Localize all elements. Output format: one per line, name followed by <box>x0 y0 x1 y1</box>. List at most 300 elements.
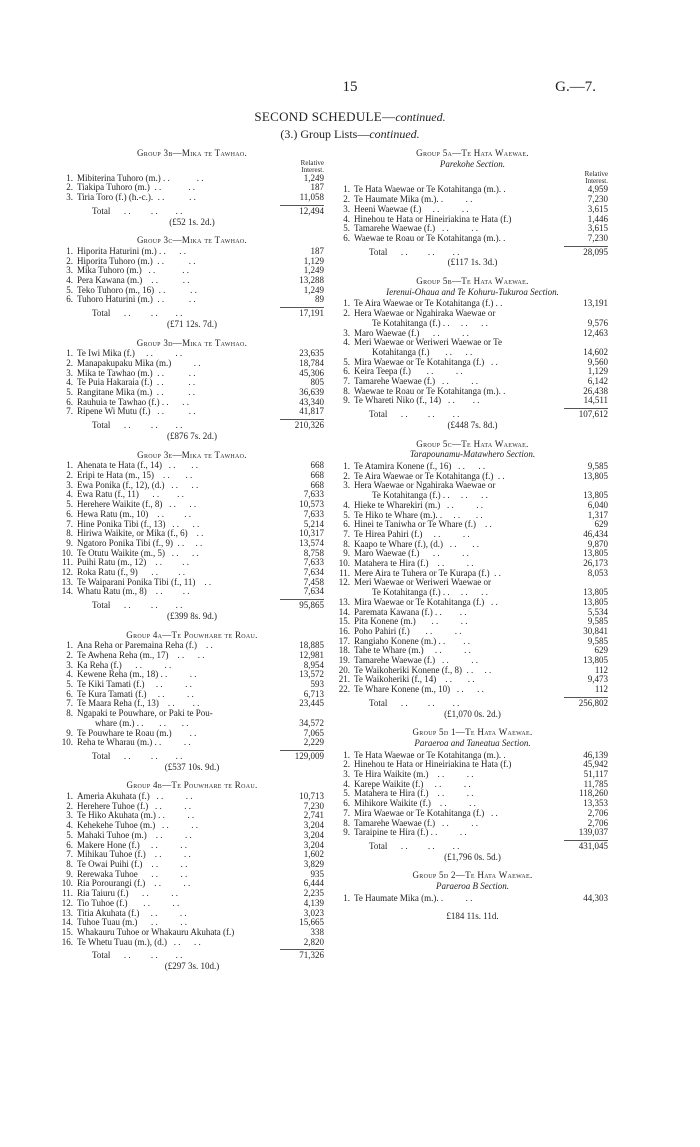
list-item <box>337 501 608 511</box>
item-name-text: Tamarehe Waewae (f.) <box>354 818 436 828</box>
item-value: 44,303 <box>583 892 608 903</box>
item-number: 1. <box>66 172 73 183</box>
total-label-wrap <box>60 951 279 961</box>
item-number: 5. <box>343 788 350 799</box>
item-name <box>350 578 563 588</box>
list-item <box>60 568 324 578</box>
list-item <box>60 928 324 938</box>
item-value: 9,585 <box>587 635 608 646</box>
item-value: 2,235 <box>303 888 324 899</box>
schedule-title-text: SECOND SCHEDULE— <box>254 109 396 124</box>
list-item <box>60 870 324 880</box>
item-leader-dots: . . <box>475 520 492 530</box>
item-value: 668 <box>310 469 324 480</box>
item-number: 4. <box>66 820 73 831</box>
item-name <box>350 367 563 377</box>
item-name <box>73 699 279 709</box>
item-value: 2,229 <box>303 737 324 748</box>
item-name <box>350 319 563 329</box>
item-name <box>73 558 279 568</box>
item-leader-dots: . . . . <box>166 937 201 947</box>
item-value: 13,805 <box>583 548 608 559</box>
item-name-text: Ameria Akuhata (f.) <box>77 792 150 802</box>
item-leader-dots: . . . . <box>441 396 480 406</box>
item-name-text: Rauhuia te Tawhao (f.) . . <box>77 397 169 407</box>
total-row <box>60 951 324 961</box>
item-value: 13,805 <box>583 470 608 481</box>
item-number: 3. <box>66 192 73 203</box>
list-item <box>337 578 608 588</box>
item-name-text: Te Awhena Reha (m., 17) <box>77 650 169 660</box>
item-leader-dots: . . . . <box>138 490 184 500</box>
item-number: 15. <box>61 926 73 937</box>
relative-interest-label-line1: Relative <box>584 170 608 179</box>
list-item <box>337 809 608 819</box>
item-name <box>350 760 563 770</box>
list-item <box>60 183 324 193</box>
item-name-text: Ewa Ratu (f., 11) <box>77 490 139 500</box>
total-leader-dots: . . . . . . <box>110 205 183 216</box>
item-name-text: Te Atamira Konene (f., 16) <box>354 461 452 471</box>
group-section <box>60 149 324 227</box>
list-item <box>337 637 608 647</box>
item-name-text: Paremata Kawana (f.) . . <box>354 607 442 617</box>
item-value: 9,870 <box>587 538 608 549</box>
item-name-text: Te Kotahitanga (f.) . . <box>372 588 450 598</box>
total-value: 431,045 <box>578 841 608 851</box>
item-name-text: Te Hira Waikite (m.) <box>354 770 429 780</box>
list-item <box>337 205 608 215</box>
item-name <box>350 224 563 234</box>
item-value: 36,639 <box>299 387 324 398</box>
item-value: 139,037 <box>578 827 608 838</box>
list-item <box>337 559 608 569</box>
item-value: 112 <box>594 684 608 695</box>
item-name <box>73 690 279 700</box>
item-value: 7,065 <box>303 727 324 738</box>
group-title: Group 5c—Te Hata Waewae. <box>416 438 529 449</box>
item-leader-dots: . . . . <box>423 779 471 789</box>
item-leader-dots: . . . . <box>148 509 191 519</box>
item-number: 18. <box>338 645 350 656</box>
item-name-text: Mihikore Waikite (f.) <box>354 799 431 809</box>
item-number: 9. <box>66 537 73 548</box>
item-value: 10,573 <box>299 499 324 510</box>
item-leader-dots: . . . . <box>173 538 203 548</box>
item-leader-dots: . . . . <box>436 675 475 685</box>
group-section <box>337 277 608 431</box>
item-value: 338 <box>310 926 324 937</box>
right-column <box>337 149 608 930</box>
item-name <box>350 608 563 618</box>
item-name <box>73 909 279 919</box>
item-name <box>73 286 279 296</box>
list-item <box>60 359 324 369</box>
item-leader-dots: . . . . <box>449 588 488 598</box>
item-leader-dots: . . . . <box>164 480 199 490</box>
item-leader-dots: . . <box>187 529 204 539</box>
list-item <box>60 831 324 841</box>
item-number: 2. <box>66 357 73 368</box>
item-value: 23,445 <box>299 698 324 709</box>
list-item <box>337 760 608 770</box>
list-item <box>60 510 324 520</box>
group-section <box>337 149 608 268</box>
item-value: 13,572 <box>299 669 324 680</box>
item-leader-dots: . . <box>196 641 213 651</box>
item-name-text: Hieke te Wharekiri (m.) <box>354 500 441 510</box>
list-item <box>60 699 324 709</box>
item-name <box>73 193 279 203</box>
item-number: 7. <box>66 849 73 860</box>
item-number: 12. <box>338 577 350 588</box>
total-label-wrap <box>337 842 563 852</box>
item-number: 2. <box>66 649 73 660</box>
item-name-text: Kewene Reha (m., 18) . . <box>77 670 168 680</box>
total-label: Total <box>92 600 111 611</box>
item-name <box>350 819 563 829</box>
list-item <box>60 641 324 651</box>
list-item <box>60 257 324 267</box>
item-name-text: Maro Waewae (f.) <box>354 549 420 559</box>
item-name-text: Whakauru Tuhoe or Whakauru Akuhata (f.) <box>77 927 235 937</box>
item-name-text: Te Waiparani Ponika Tibi (f., 11) <box>77 577 196 587</box>
item-name <box>73 247 279 257</box>
item-leader-dots: . . . . <box>137 568 185 578</box>
item-number: 11. <box>339 567 350 578</box>
item-value: 13,574 <box>299 537 324 548</box>
item-name-text: Hinei te Taniwha or Te Whare (f.) <box>354 520 476 530</box>
item-number: 4. <box>343 499 350 510</box>
item-number: 9. <box>343 395 350 406</box>
item-number: 7. <box>66 518 73 529</box>
item-name-text: Te Haumate Mika (m.). . <box>354 893 444 903</box>
item-name <box>73 529 279 539</box>
item-name-text: Ngapaki te Pouwhare, or Paki te Pou- <box>77 709 213 719</box>
item-number: 1. <box>343 184 350 195</box>
item-number: 2. <box>66 469 73 480</box>
item-name-text: Mahaki Tuhoe (m.) <box>77 830 147 840</box>
item-leader-dots: . . . . <box>134 349 183 359</box>
item-leader-dots: . . <box>171 358 201 368</box>
item-name <box>73 709 279 719</box>
item-number: 14. <box>338 606 350 617</box>
total-money: (£297 3s. 10d.) <box>164 961 220 972</box>
item-value: 5,214 <box>303 518 324 529</box>
item-number: 9. <box>343 548 350 559</box>
total-leader-dots: . . . . . . <box>110 308 183 319</box>
total-money: (£399 8s. 9d.) <box>167 610 217 621</box>
item-value: 51,117 <box>583 769 608 780</box>
list-item <box>60 247 324 257</box>
item-number: 9. <box>343 827 350 838</box>
item-name-text: Te Aira Waewae or Te Kotahitanga (f.) . . <box>354 299 503 309</box>
list-item <box>337 472 608 482</box>
list-item <box>337 319 608 329</box>
item-leader-dots: . . . . <box>422 529 470 539</box>
item-name <box>73 831 279 841</box>
item-name-text: Makere Hone (f.) <box>77 840 140 850</box>
list-item <box>60 792 324 802</box>
item-value: 7,230 <box>303 800 324 811</box>
item-name-text: Matahera te Hira (f.) <box>354 789 429 799</box>
list-item <box>60 558 324 568</box>
item-number: 2. <box>66 182 73 193</box>
item-name <box>73 378 279 388</box>
item-name-text: Te Hata Waewae or Te Kotahitanga (m.). . <box>354 750 506 760</box>
item-value: 1,446 <box>587 213 608 224</box>
item-name-text: Tahe te Whare (m.) <box>354 646 424 656</box>
list-item <box>337 646 608 656</box>
item-name-text: Tuhoro Haturini (m.) <box>77 295 153 305</box>
item-number: 4. <box>66 489 73 500</box>
item-leader-dots: . . . . <box>152 388 195 398</box>
item-leader-dots: . . <box>489 568 501 578</box>
item-number: 4. <box>66 275 73 286</box>
item-leader-dots: . . . . <box>430 799 476 809</box>
item-number: 9. <box>66 868 73 879</box>
item-leader-dots: . . <box>484 808 498 818</box>
item-name <box>73 388 279 398</box>
item-name <box>350 666 563 676</box>
total-label: Total <box>369 841 388 851</box>
item-value: 46,139 <box>583 749 608 760</box>
total-money: (£71 12s. 7d.) <box>167 318 217 329</box>
total-value: 17,191 <box>299 308 324 319</box>
total-value: 129,009 <box>294 750 324 761</box>
item-number: 6. <box>66 396 73 407</box>
item-number: 10. <box>61 878 73 889</box>
item-name <box>350 627 563 637</box>
item-name <box>73 359 279 369</box>
item-leader-dots: . . <box>443 195 473 205</box>
item-name <box>350 215 563 225</box>
list-item <box>337 348 608 358</box>
item-value: 7,633 <box>303 489 324 500</box>
item-number: 2. <box>66 255 73 266</box>
item-number: 4. <box>343 337 350 348</box>
item-name <box>73 661 279 671</box>
total-row <box>337 842 608 852</box>
item-leader-dots: . . . . <box>428 789 474 799</box>
item-name <box>350 472 563 482</box>
item-leader-dots: . . <box>164 811 195 821</box>
list-item <box>60 286 324 296</box>
item-value: 13,191 <box>583 298 608 309</box>
item-number: 10. <box>61 547 73 558</box>
item-value: 668 <box>310 479 324 490</box>
group-title: Group 3c—Mika te Tawhao. <box>136 235 248 246</box>
item-value: 2,820 <box>303 936 324 947</box>
item-name-text: Ria Porourangi (f.) <box>77 879 146 889</box>
item-value: 30,841 <box>583 625 608 636</box>
item-number: 3. <box>343 327 350 338</box>
total-money: (£876 7s. 2d.) <box>167 430 217 441</box>
item-name <box>350 780 563 790</box>
left-column <box>60 149 324 981</box>
item-value: 1,129 <box>587 366 608 377</box>
item-name-text: Ria Taiuru (f.) <box>77 889 129 899</box>
list-item <box>337 770 608 780</box>
item-name <box>73 369 279 379</box>
item-name <box>73 587 279 597</box>
item-name-text: Meri Waewae or Weriweri Waewae or Te <box>354 338 502 348</box>
item-number: 6. <box>66 294 73 305</box>
item-name-text: Matahera te Hira (f.) <box>354 559 429 569</box>
item-name <box>350 481 563 491</box>
item-name-text: Taraipine te Hira (f.) . . <box>354 828 438 838</box>
item-name-text: Hinehou te Hata or Hineiriakina te Hata (f.) <box>354 760 512 770</box>
item-name-text: Te Haumate Mika (m.). . <box>354 195 444 205</box>
item-leader-dots: . . . . <box>442 510 483 520</box>
list-item <box>337 627 608 637</box>
item-value: 4,139 <box>303 897 324 908</box>
list-item <box>60 860 324 870</box>
list-item <box>60 378 324 388</box>
item-number: 3. <box>343 203 350 214</box>
list-item <box>60 295 324 305</box>
item-name <box>73 928 279 938</box>
item-number: 2. <box>66 800 73 811</box>
list-item <box>60 738 324 748</box>
item-name-text: Rangitane Mika (m.) <box>77 388 153 398</box>
item-name <box>350 501 563 511</box>
list-item <box>337 617 608 627</box>
item-name-text: Kotahitanga (f.) <box>372 347 430 357</box>
item-name-text: Ka Reha (f.) <box>77 660 122 670</box>
item-number: 8. <box>66 528 73 539</box>
item-name-text: Ripene Wi Mutu (f.) <box>77 407 151 417</box>
item-number: 12. <box>61 897 73 908</box>
item-number: 3. <box>343 769 350 780</box>
item-leader-dots: . . <box>167 670 197 680</box>
item-leader-dots: . . . . <box>155 821 198 831</box>
item-leader-dots: . . . . <box>152 378 196 388</box>
total-value: 210,326 <box>294 420 324 431</box>
total-label: Total <box>92 750 111 761</box>
item-name <box>350 540 563 550</box>
item-leader-dots: . . . . <box>149 183 195 193</box>
item-name <box>73 578 279 588</box>
item-leader-dots: . . . . <box>440 500 484 510</box>
total-value: 28,095 <box>583 246 608 257</box>
item-number: 6. <box>343 232 350 243</box>
item-name-text: Hine Ponika Tibi (f., 13) <box>77 519 166 529</box>
item-name-text: Mira Waewae or Te Kotahitanga (f.) <box>354 597 485 607</box>
list-item <box>337 462 608 472</box>
item-leader-dots: . . . . <box>149 792 193 802</box>
item-name <box>350 299 563 309</box>
item-value: 13,805 <box>583 490 608 501</box>
item-name-text: Te Kotahitanga (f.) . . <box>372 491 450 501</box>
list-item <box>337 520 608 530</box>
total-label-wrap <box>60 309 279 319</box>
item-leader-dots: . . . . <box>127 898 180 908</box>
item-name-text: Tamarehe Waewae (f.) <box>354 377 436 387</box>
item-value: 26,173 <box>583 558 608 569</box>
item-name-text: Te Waikoheriki Konene (f., 8) <box>354 665 462 675</box>
list-item <box>337 358 608 368</box>
item-name-text: Te Owai Puihi (f.) <box>77 860 143 869</box>
item-number: 10. <box>61 737 73 748</box>
item-leader-dots: . . <box>161 738 191 748</box>
item-value: 13,805 <box>583 587 608 598</box>
item-name <box>350 685 563 695</box>
total-leader-dots: . . . . . . <box>110 420 183 431</box>
item-name <box>73 398 279 408</box>
item-name-text: Te Aira Waewae or Te Kotahitanga (f.) <box>354 471 494 481</box>
group-title: Group 3e—Mika te Tawhao. <box>137 449 247 460</box>
list-item <box>337 799 608 809</box>
item-name <box>73 641 279 651</box>
item-value: 9,585 <box>587 460 608 471</box>
item-value: 5,534 <box>587 606 608 617</box>
total-label-wrap <box>337 699 563 709</box>
item-name-text: Pita Konene (m.) <box>354 617 416 627</box>
item-value: 4,959 <box>587 184 608 195</box>
list-item <box>60 490 324 500</box>
item-number: 5. <box>343 223 350 234</box>
item-value: 7,633 <box>303 557 324 568</box>
list-item <box>337 894 608 904</box>
item-name <box>73 821 279 831</box>
item-name-text: Mira Waewae or Te Kotahitanga (f.) <box>354 357 485 367</box>
item-number: 4. <box>343 778 350 789</box>
item-number: 8. <box>66 859 73 869</box>
group-title: Group 5d 1—Te Hata Waewae. <box>412 727 533 738</box>
item-number: 21. <box>338 674 350 685</box>
relative-interest-header <box>337 171 608 185</box>
item-name-text: Tio Tuhoe (f.) <box>77 898 128 908</box>
item-leader-dots: . . . . <box>450 685 484 695</box>
list-item <box>60 680 324 690</box>
item-name-text: Kehekehe Tuhoe (m.) <box>77 821 156 831</box>
item-leader-dots: . . . . <box>421 204 469 214</box>
total-money: (£1,796 0s. 5d.) <box>444 851 501 862</box>
list-item <box>60 193 324 203</box>
total-leader-dots: . . . . . . <box>110 600 183 611</box>
page-reference: G.—7. <box>555 79 596 95</box>
list-item <box>60 729 324 739</box>
list-item <box>60 481 324 491</box>
item-value: 8,954 <box>303 659 324 670</box>
item-name <box>73 899 279 909</box>
item-name-text: Te Hata Waewae or Te Kotahitanga (m.). . <box>354 185 506 195</box>
item-name <box>350 185 563 195</box>
group-subtitle: Parekohe Section. <box>439 158 506 169</box>
item-leader-dots: . . . . <box>419 549 469 559</box>
item-number: 11. <box>62 557 73 568</box>
list-item <box>60 651 324 661</box>
list-item <box>337 530 608 540</box>
item-name <box>350 646 563 656</box>
item-name-text: Te Otutu Waikite (m., 5) <box>77 548 165 558</box>
list-item <box>337 234 608 244</box>
group-title: Group 4a—Te Pouwhare te Roau. <box>126 629 258 640</box>
item-leader-dots: . . <box>484 597 498 607</box>
item-name <box>73 481 279 491</box>
list-item <box>60 719 324 729</box>
item-value: 7,230 <box>587 194 608 205</box>
item-value: 26,438 <box>583 385 608 396</box>
list-item <box>60 529 324 539</box>
group-lists-title <box>0 127 700 142</box>
item-name <box>350 828 563 838</box>
item-leader-dots: . . . . <box>443 539 480 549</box>
item-leader-dots: . . . . <box>435 377 478 387</box>
item-name-text: Te Kura Tamati (f.) <box>77 689 147 699</box>
list-item <box>60 802 324 812</box>
